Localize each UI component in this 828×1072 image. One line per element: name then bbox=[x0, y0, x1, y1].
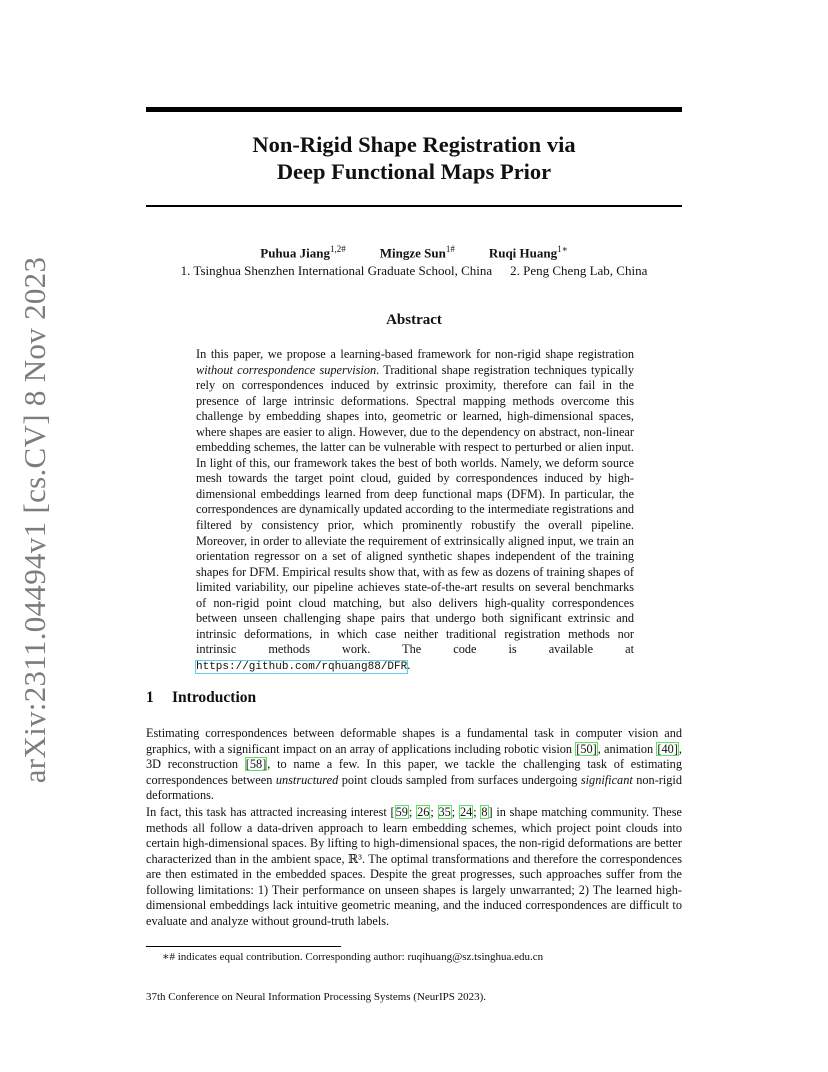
citation-link[interactable]: 24 bbox=[459, 805, 473, 819]
section-number: 1 bbox=[146, 689, 154, 706]
citation-link[interactable]: [40] bbox=[657, 741, 678, 756]
footnote bbox=[162, 950, 543, 963]
title-top-rule bbox=[146, 107, 682, 112]
conference-note: 37th Conference on Neural Information Processing Systems (NeurIPS 2023). bbox=[146, 991, 487, 1003]
citation-link[interactable]: 59 bbox=[395, 805, 408, 819]
author-names bbox=[126, 240, 702, 262]
title-line-2: Deep Functional Maps Prior bbox=[276, 159, 552, 184]
author-block bbox=[126, 240, 702, 280]
author-2: Mingze Sun bbox=[379, 245, 446, 261]
footnote-mark: ∗# bbox=[162, 951, 175, 963]
citation-link[interactable]: 26 bbox=[417, 805, 430, 819]
affiliations bbox=[126, 262, 702, 280]
title-line-1: Non-Rigid Shape Registration via bbox=[252, 132, 576, 157]
author-3-affil: 1∗ bbox=[557, 244, 568, 254]
paragraph-1: Estimating correspondences between deformable shapes is a fundamental task in computer vision and graphics, with a significant impact on an array of applications including robotic vision [50], animation [40], 3D reconstruction [58], to name a few. In this paper, we tackle the challenging task of estimating correspondences between unstructured point clouds sampled from surfaces undergoing significant non-rigid deformations. bbox=[146, 726, 682, 802]
citation-link[interactable]: [58] bbox=[245, 757, 267, 771]
footnote-text: indicates equal contribution. Corresponding author: ruqihuang@sz.tsinghua.edu.cn bbox=[174, 951, 544, 963]
affiliation-1: 1. Tsinghua Shenzhen International Graduate School, China bbox=[180, 263, 493, 279]
abstract-heading: Abstract bbox=[386, 312, 442, 328]
arxiv-sidebar bbox=[6, 256, 64, 784]
paper-title bbox=[146, 131, 682, 185]
abstract-body: In this paper, we propose a learning-based framework for non-rigid shape registration without correspondence supervision. Traditional shape registration techniques typically rely on correspondences induced by extrinsic proximity, therefore can fail in the presence of large intrinsic deformations. Spectral mapping methods overcome this challenge by embedding shapes into, geometric or learned, high-dimensional spaces, where shapes are easier to align. However, due to the dependency on abstract, non-linear embedding schemes, the latter can be vulnerable with respect to perturbed or alien input. In light of this, our framework takes the best of both worlds. Namely, we deform source mesh towards the target point cloud, guided by correspondences induced by high-dimensional embeddings learned from deep functional maps (DFM). In particular, the correspondences are dynamically updated according to the intermediate registrations and filtered by consistency prior, which prominently robustify the overall pipeline. Moreover, in order to alleviate the requirement of extrinsically aligned input, we train an orientation regressor on a set of aligned synthetic shapes independent of the training shapes for DFM. Empirical results show that, with as few as dozens of training shapes of limited variability, our pipeline achieves state-of-the-art results on several benchmarks of non-rigid point cloud matching, but also delivers high-quality correspondences between unseen challenging shape pairs that undergo both significant extrinsic and intrinsic deformations, in which case neither traditional registration methods nor intrinsic methods work. The code is available at https://github.com/rqhuang88/DFR. bbox=[196, 347, 634, 673]
citation-link[interactable]: [50] bbox=[576, 741, 597, 756]
footnote-rule bbox=[146, 946, 341, 947]
affiliation-2: 2. Peng Cheng Lab, China bbox=[510, 263, 648, 279]
citation-link[interactable]: 35 bbox=[438, 805, 451, 819]
arxiv-identifier: arXiv:2311.04494v1 [cs.CV] 8 Nov 2023 bbox=[17, 256, 52, 784]
author-1-affil: 1,2# bbox=[329, 244, 346, 254]
section-title: Introduction bbox=[172, 689, 257, 706]
paragraph-2: In fact, this task has attracted increasing interest [59; 26; 35; 24; 8] in shape matching community. These methods all follow a data-driven approach to learn embedding schemes, which project point clouds into certain high-dimensional spaces. By lifting to high-dimensional spaces, the non-rigid deformations are better characterized than in the ambient space, ℝ³. The optimal transformations and therefore the correspondences are then estimated in the embedded spaces. Despite the great progresses, such approaches suffer from the following limitations: 1) Their performance on unseen shapes is largely unwarranted; 2) The learned high-dimensional embeddings lack intuitive geometric meaning, and the induced correspondences are difficult to evaluate and analyze without ground-truth labels. bbox=[146, 805, 682, 928]
title-bottom-rule bbox=[146, 205, 682, 207]
author-3: Ruqi Huang bbox=[488, 245, 558, 261]
author-1: Puhua Jiang bbox=[260, 245, 330, 261]
section-heading bbox=[146, 689, 256, 707]
citation-link[interactable]: 8 bbox=[481, 805, 488, 819]
code-link[interactable]: https://github.com/rqhuang88/DFR bbox=[196, 660, 408, 673]
author-2-affil: 1# bbox=[445, 244, 455, 254]
